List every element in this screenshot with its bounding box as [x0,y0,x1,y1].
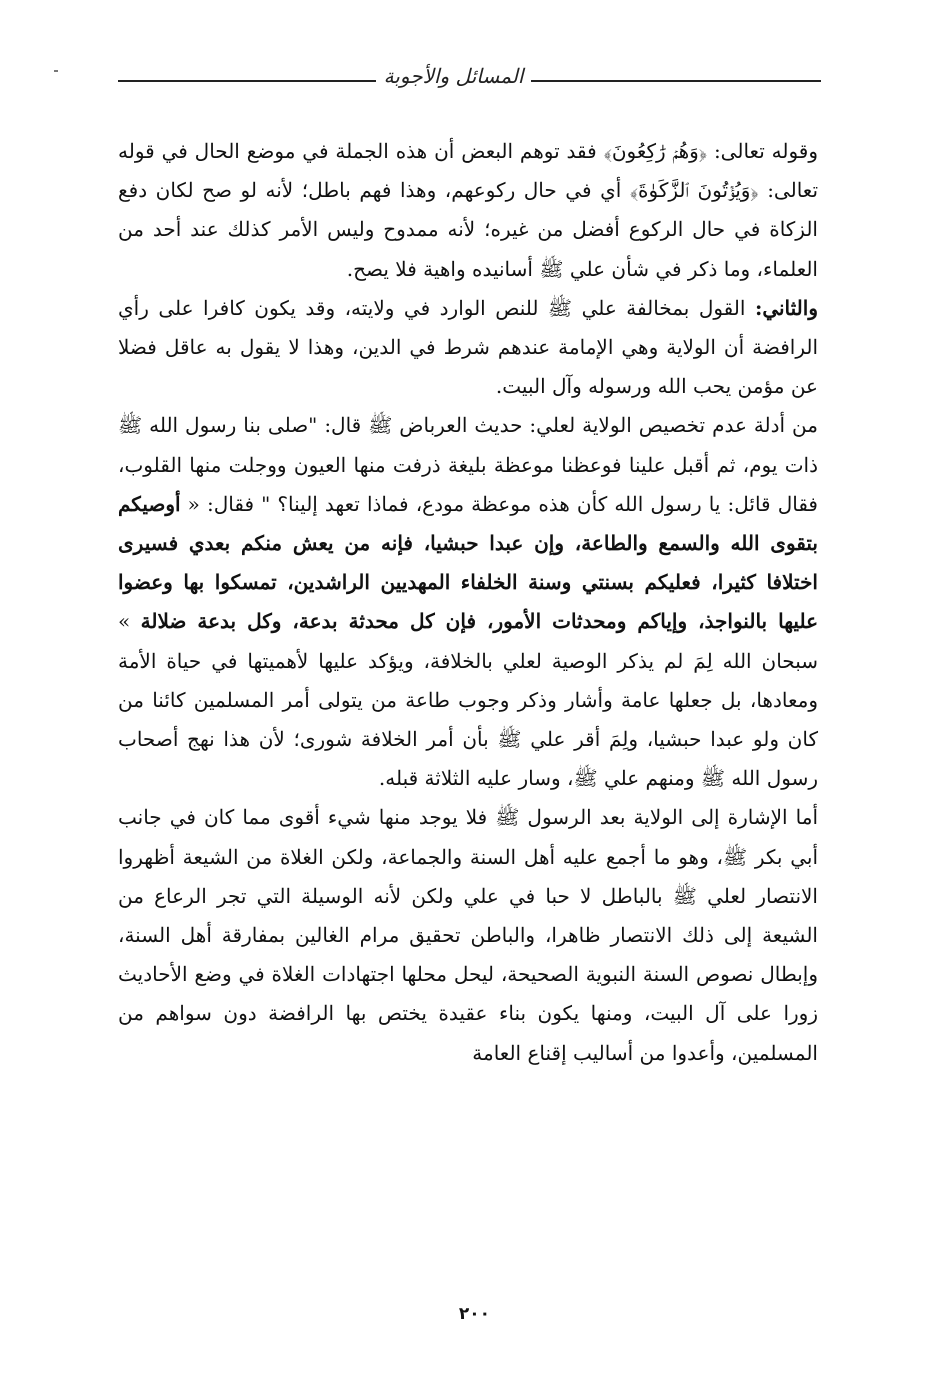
bold-text-segment: والثاني: [754,295,818,320]
text-segment: من أدلة عدم تخصيص الولاية لعلي: حديث العرباض ﷺ قال: "صلى بنا رسول الله ﷺ ذات يوم، ثم أقبل علينا فوعظنا موعظة بليغة ذرفت منها العيون ووجلت منها القلوب، فقال قائل: يا رسول الله كأن هذه موعظة مودع، فماذا تعهد إلينا؟ " فقال: « [118,413,818,516]
text-segment: أي في حال ركوعهم، وهذا فهم باطل؛ لأنه لو صح لكان دفع الزكاة في حال الركوع أفضل من غيره؛ لأنه ممدوح وليس الأمر كذلك عند أحد من العلماء، وما ذكر في شأن علي ﷺ أسانيده واهية فلا يصح. [118,178,818,281]
page-header [118,60,821,100]
text-segment: القول بمخالفة علي ﷺ للنص الوارد في ولايته، وقد يكون كافرا على رأي الرافضة أن الولاية وهي الإمامة عندهم شرط في الدين، وهذا لا يقول به عاقل فضلا عن مؤمن يحب الله ورسوله وآل البيت. [118,295,818,399]
paragraph [118,798,818,1072]
text-segment: فقد توهم البعض أن هذه الجملة في موضع الحال في قوله تعالى: [118,139,819,203]
text-segment: » سبحان الله لِمَ لم يذكر الوصية لعلي بالخلافة، ويؤكد عليها لأهميتها في حياة الأمة ومعادها، بل جعلها عامة وأشار وذكر وجوب طاعة من يتولى أمر المسلمين كائنا من كان ولو عبدا حبشيا، ولِمَ أقر علي ﷺ بأن أمر الخلافة شورى؛ لأن هذا نهج أصحاب رسول الله ﷺ ومنهم علي ﷺ، وسار عليه الثلاثة قبله. [118,609,818,791]
paragraph [118,132,818,289]
scan-speck [54,70,58,72]
body-text [118,132,818,1073]
bold-text-segment: أوصيكم بتقوى الله والسمع والطاعة، وإن عبدا حبشيا، فإنه من يعش منكم بعدي فسيرى اختلافا كثيرا، فعليكم بسنتي وسنة الخلفاء المهديين الراشدين، تمسكوا بها وعضوا عليها بالنواجذ، وإياكم ومحدثات الأمور، فإن كل محدثة بدعة، وكل بدعة ضلالة [118,491,819,634]
header-rule-left [118,80,376,82]
paragraph [118,406,818,798]
header-title: المسائل والأجوبة [383,64,524,88]
text-segment: ﴿وَيُؤۡتُونَ ٱلزَّكَوٰةَ﴾ [629,178,759,203]
page-number: ٢٠٠ [458,1304,491,1324]
paragraph [118,289,818,407]
text-segment: وقوله تعالى: [707,139,818,163]
text-segment: ﴿وَهُمۡ رَٰكِعُونَ﴾ [603,139,708,163]
header-rule-right [531,80,821,82]
text-segment: أما الإشارة إلى الولاية بعد الرسول ﷺ فلا يوجد منها شيء أقوى مما كان في جانب أبي بكر ﷺ، وهو ما أجمع عليه أهل السنة والجماعة، ولكن الغلاة من الشيعة أظهروا الانتصار لعلي ﷺ بالباطل لا حبا في علي ولكن لأنه الوسيلة التي تجر الرعاع من الشيعة إلى ذلك الانتصار ظاهرا، والباطن تحقيق مرام الغالين بمفارقة أهل السنة، وإبطال نصوص السنة النبوية الصحيحة، ليحل محلها اجتهادات الغلاة في وضع الأحاديث زورا على آل البيت، ومنها يكون بناء عقيدة يختص بها الرافضة دون سواهم من المسلمين، وأعدوا من أساليب إقناع العامة [118,805,818,1065]
